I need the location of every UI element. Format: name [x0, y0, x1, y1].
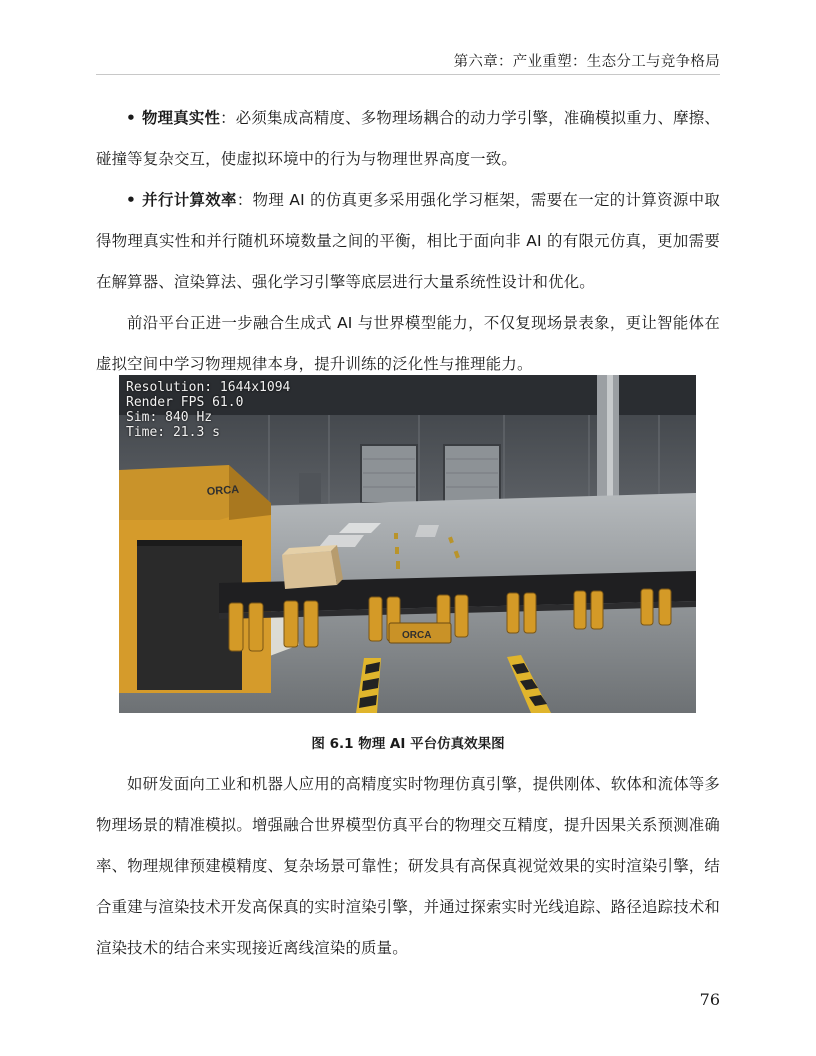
simulation-figure [119, 375, 696, 713]
header-divider [96, 74, 720, 75]
garage-door-right [444, 445, 500, 503]
simulation-hud [126, 380, 290, 440]
orca-machine [119, 465, 271, 693]
bullet-text: ：必须集成高精度、多物理场耦合的动力学引擎，准确模拟重力、摩擦、碰撞等复杂交互，使虚拟环境中的行为与物理世界高度一致。 [96, 109, 720, 168]
bullet-marker: • [126, 191, 137, 209]
bullet-marker: • [126, 109, 137, 127]
chapter-header: 第六章：产业重塑：生态分工与竞争格局 [453, 54, 720, 70]
cardboard-box [282, 545, 343, 589]
conveyor-plate-logo: ORCA [402, 630, 432, 641]
paragraph-frontier: 前沿平台正进一步融合生成式 AI 与世界模型能力，不仅复现场景表象，更让智能体在虚拟空间中学习物理规律本身，提升训练的泛化性与推理能力。 [96, 314, 720, 373]
hud-time: Time: 21.3 s [126, 425, 220, 440]
bullet-term: 物理真实性 [142, 109, 221, 127]
hud-sim-rate: Sim: 840 Hz [126, 410, 213, 425]
page-number: 76 [699, 990, 720, 1009]
hud-resolution: Resolution: 1644x1094 [126, 380, 291, 395]
paragraph-engine-research: 如研发面向工业和机器人应用的高精度实时物理仿真引擎，提供刚体、软体和流体等多物理场景的精准模拟。增强融合世界模型仿真平台的物理交互精度，提升因果关系预测准确率、物理规律预建模精度、复杂场景可靠性；研发具有高保真视觉效果的实时渲染引擎，结合重建与渲染技术开发高保真的实时渲染引擎，并通过探索实时光线追踪、路径追踪技术和渲染技术的结合来实现接近离线渲染的质量。 [96, 775, 720, 957]
figure-caption: 图 6.1 物理 AI 平台仿真效果图 [311, 736, 505, 752]
bullet-term: 并行计算效率 [142, 191, 237, 209]
bullet-text: ：物理 AI 的仿真更多采用强化学习框架，需要在一定的计算资源中取得物理真实性和并行随机环境数量之间的平衡，相比于面向非 AI 的有限元仿真，更加需要在解算器、渲染算法、强化学习引擎等底层进行大量系统性设计和优化。 [96, 191, 721, 291]
bullet-parallel-efficiency [96, 180, 720, 303]
garage-door-left [361, 445, 417, 503]
hud-render-fps: Render FPS 61.0 [126, 395, 244, 410]
orca-machine-logo: ORCA [206, 483, 240, 498]
bullet-physical-realism [96, 98, 720, 180]
wall-door [299, 473, 321, 503]
